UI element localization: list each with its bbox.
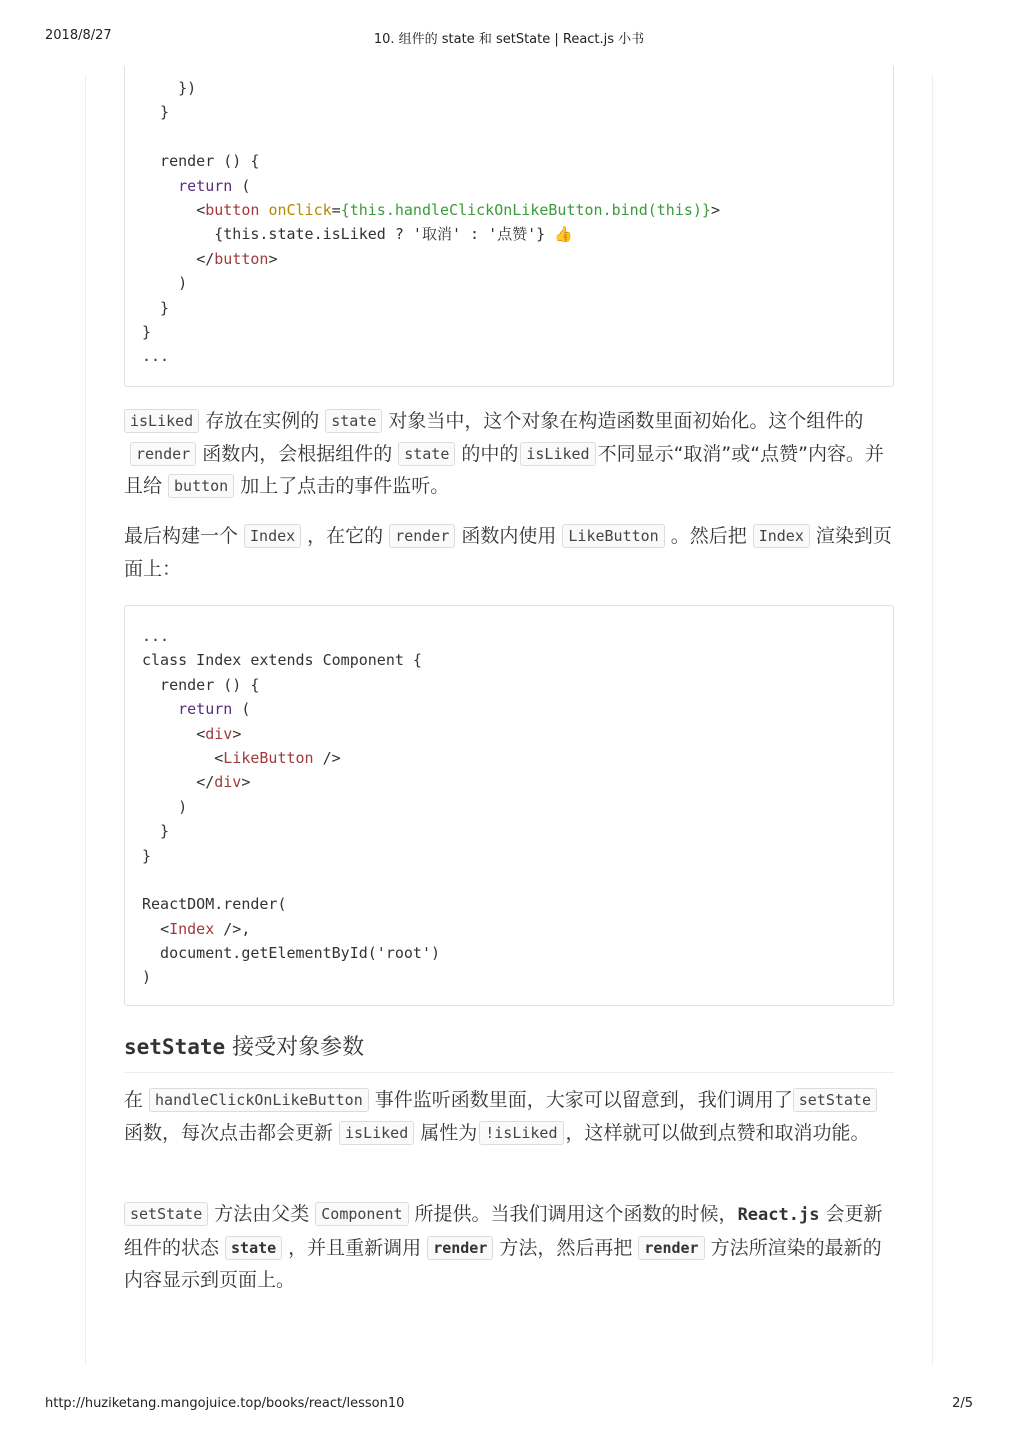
inline-code: state: [225, 1236, 282, 1260]
inline-code: isLiked: [124, 409, 199, 433]
code-line: render () {: [142, 152, 260, 171]
inline-code: Index: [244, 524, 301, 548]
print-date: 2018/8/27: [45, 28, 112, 43]
code-line: [142, 722, 876, 746]
code-line: [142, 917, 876, 941]
paragraph-text: ，这样就可以做到点赞和取消功能。: [565, 1121, 870, 1144]
paragraph-setstate-component: [124, 1198, 894, 1297]
content-border-left: [85, 75, 86, 1365]
paragraph-text: 函数内，会根据组件的: [202, 442, 393, 465]
code-line: ...: [142, 347, 170, 366]
paragraph-text: ，在它的: [307, 525, 384, 547]
code-keyword: return: [178, 176, 233, 195]
code-line: [142, 247, 876, 271]
code-punct: >: [232, 724, 242, 743]
paragraph-text: 会更新组件的状态: [124, 1203, 883, 1259]
inline-code: render: [389, 524, 455, 548]
code-line: }: [142, 322, 152, 341]
code-punct: <: [196, 200, 206, 219]
paragraph-text: 的中的: [461, 442, 519, 465]
code-block-index-render: [124, 605, 894, 1006]
inline-code: setState: [124, 1202, 208, 1226]
code-keyword: return: [178, 700, 233, 719]
paragraph-state-explanation: [124, 405, 894, 503]
code-line: }: [142, 846, 152, 865]
section-heading: [124, 1030, 894, 1073]
code-line-blank: [142, 868, 876, 892]
content-border-right: [932, 75, 933, 1365]
paragraph-text: 方法所渲染的最新的内容显示到页面上。: [124, 1236, 882, 1291]
code-tag: LikeButton: [223, 748, 314, 767]
paragraph-text: 不同显示“取消”或“点赞”内容。并且给: [124, 442, 884, 497]
code-punct: </: [196, 249, 215, 268]
print-header: [45, 28, 973, 46]
code-line: ): [142, 274, 188, 293]
inline-code: LikeButton: [562, 524, 664, 548]
inline-code: handleClickOnLikeButton: [149, 1088, 369, 1112]
page-number: 2/5: [952, 1396, 973, 1411]
code-block-like-button-render: [124, 66, 894, 387]
code-line: ReactDOM.render(: [142, 895, 287, 914]
inline-code: isLiked: [520, 442, 595, 466]
code-punct: />,: [214, 919, 251, 938]
code-punct: >: [241, 773, 251, 792]
paragraph-text: 方法，然后再把: [499, 1236, 633, 1259]
paragraph-text: 最后构建一个: [124, 525, 239, 547]
code-tag: div: [205, 724, 233, 743]
code-tag: div: [214, 773, 242, 792]
paragraph-text: ，并且重新调用: [288, 1236, 422, 1259]
paragraph-text: 渲染到页面上：: [124, 525, 892, 580]
inline-code: isLiked: [339, 1121, 414, 1145]
code-line: [142, 697, 876, 721]
inline-code: !isLiked: [479, 1121, 563, 1145]
code-punct: >: [268, 249, 278, 268]
code-text: (: [232, 176, 251, 195]
paragraph-text: 对象当中，这个对象在构造函数里面初始化。这个组件的: [388, 410, 864, 432]
paragraph-text: 加上了点击的事件监听。: [240, 475, 450, 497]
heading-code: setState: [124, 1035, 226, 1059]
code-attr: onClick: [268, 200, 332, 219]
inline-code: state: [398, 442, 455, 466]
code-tag: Index: [169, 919, 215, 938]
paragraph-text: 方法由父类: [214, 1203, 310, 1225]
print-footer: [45, 1396, 973, 1414]
code-line: [142, 198, 876, 222]
code-line: {this.state.isLiked ? '取消' : '点赞'} 👍: [142, 225, 573, 244]
code-attr-value: {this.handleClickOnLikeButton.bind(this)}: [340, 200, 711, 219]
inline-code: button: [168, 474, 234, 498]
print-url: http://huziketang.mangojuice.top/books/react/lesson10: [45, 1396, 405, 1411]
code-line: [142, 770, 876, 794]
code-punct: <: [196, 724, 206, 743]
code-line: }: [142, 822, 170, 841]
code-punct: </: [196, 773, 215, 792]
code-punct: <: [160, 919, 170, 938]
code-line: [142, 174, 876, 198]
strong-text: React.js: [737, 1205, 820, 1225]
code-line: document.getElementById('root'): [142, 944, 441, 963]
code-line: }: [142, 103, 170, 122]
inline-code: setState: [793, 1088, 877, 1112]
paragraph-text: 函数内使用: [461, 525, 557, 547]
code-punct: >: [710, 200, 720, 219]
paragraph-text: 所提供。当我们调用这个函数的时候，: [414, 1203, 738, 1225]
paragraph-build-index: [124, 520, 894, 585]
paragraph-text: 。然后把: [670, 525, 747, 547]
code-line: [142, 746, 876, 770]
code-punct: />: [313, 748, 341, 767]
code-line: }: [142, 298, 170, 317]
code-line: ): [142, 968, 152, 987]
code-tag: button: [205, 200, 260, 219]
paragraph-setstate-call: [124, 1084, 894, 1149]
paragraph-text: 事件监听函数里面，大家可以留意到，我们调用了: [374, 1089, 793, 1111]
paragraph-text: 函数，每次点击都会更新: [124, 1121, 334, 1144]
inline-code: state: [325, 409, 382, 433]
inline-code: render: [427, 1236, 493, 1260]
inline-code: Index: [753, 524, 810, 548]
inline-code: render: [130, 442, 196, 466]
code-line: }): [142, 79, 197, 97]
code-text: (: [232, 700, 251, 719]
paragraph-text: 属性为: [420, 1121, 478, 1144]
code-tag: button: [214, 249, 269, 268]
paragraph-text: 存放在实例的: [205, 410, 320, 432]
code-line: ): [142, 797, 188, 816]
heading-text: 接受对象参数: [232, 1035, 365, 1060]
paragraph-text: 在: [124, 1089, 144, 1111]
inline-code: Component: [315, 1202, 408, 1226]
code-line: ...: [142, 627, 170, 645]
code-punct: <: [214, 748, 224, 767]
inline-code: render: [638, 1236, 704, 1260]
code-line-blank: [142, 125, 876, 149]
print-title: 10. 组件的 state 和 setState | React.js 小书: [373, 32, 645, 47]
code-punct: =: [331, 200, 341, 219]
code-line: render () {: [142, 675, 260, 694]
code-line: class Index extends Component {: [142, 651, 422, 670]
